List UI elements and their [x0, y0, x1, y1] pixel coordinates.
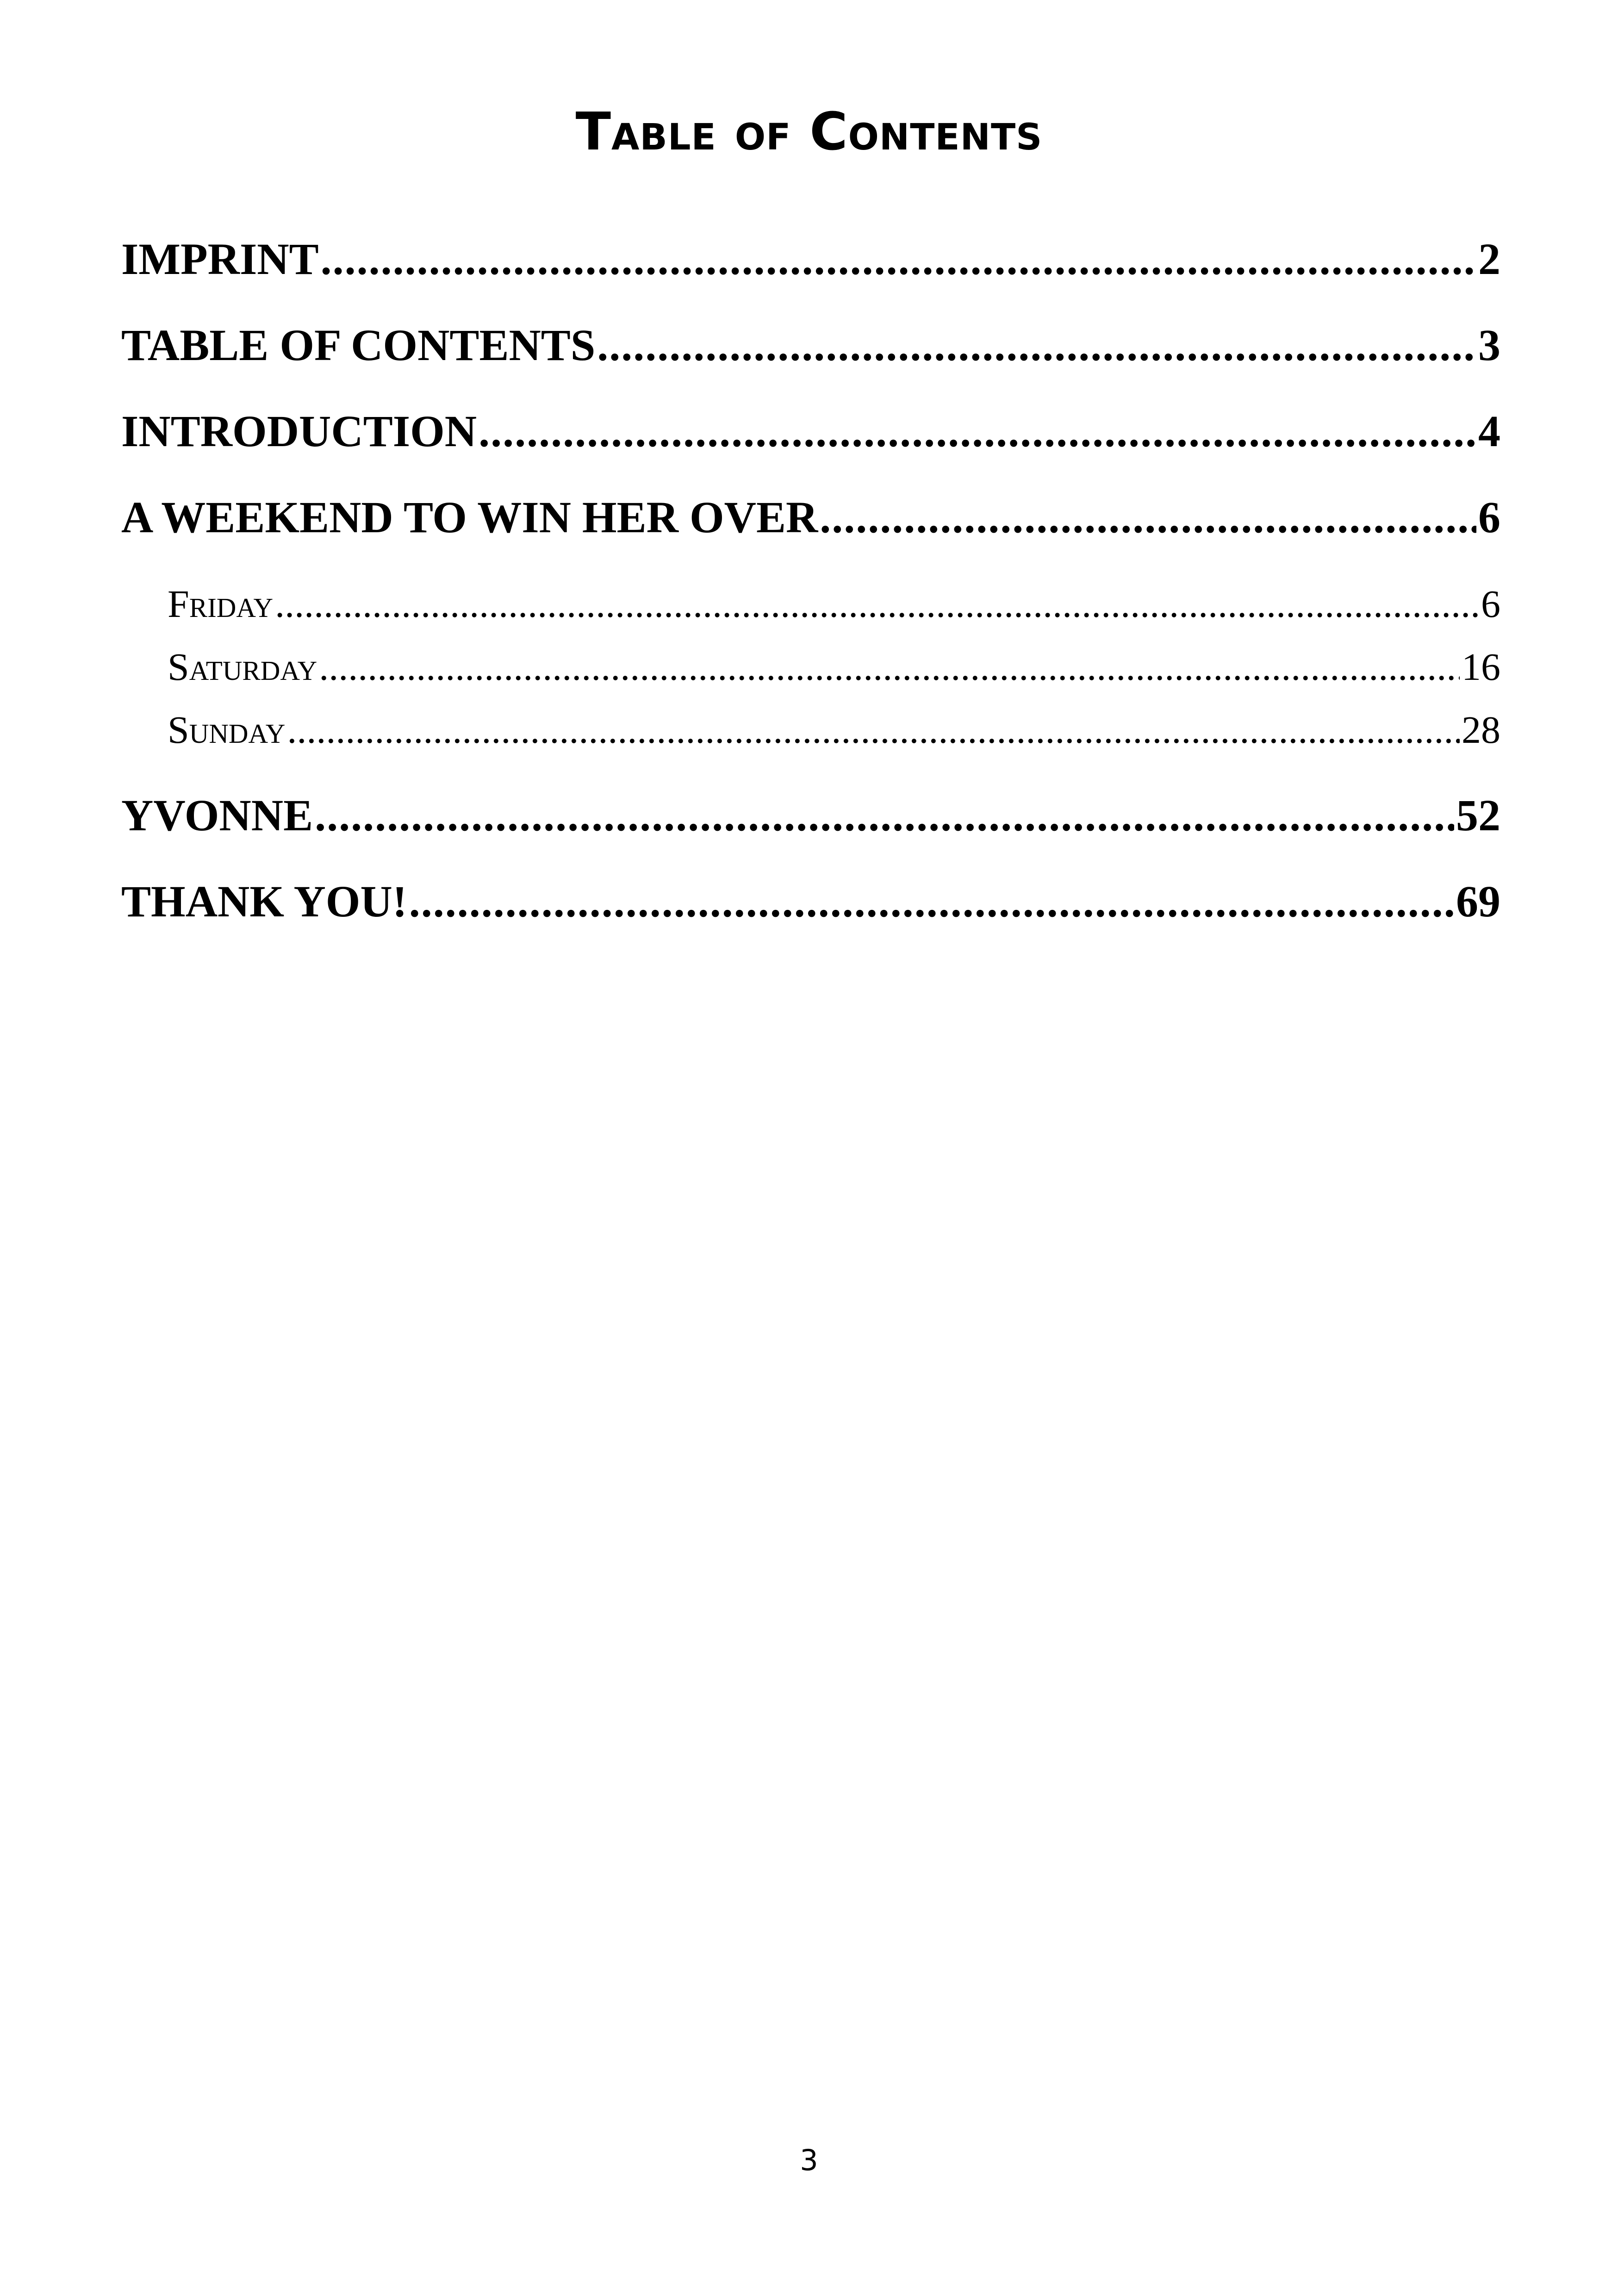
toc-entry-label: Friday: [168, 583, 274, 626]
toc-entry-page: 16: [1462, 646, 1500, 689]
toc-dot-leader: [820, 490, 1476, 545]
toc-entry-page: 52: [1456, 790, 1500, 840]
page-number: 3: [800, 2143, 818, 2177]
toc-entry-label: IMPRINT: [121, 234, 319, 284]
toc-entry-thank-you[interactable]: [121, 874, 1500, 929]
toc-entry-sunday[interactable]: [168, 705, 1500, 756]
toc-dot-leader: [597, 317, 1476, 373]
toc-dot-leader: [319, 642, 1460, 693]
toc-dot-leader: [479, 404, 1476, 459]
toc-entry-page: 69: [1456, 877, 1500, 926]
toc-entry-label: YVONNE: [121, 790, 313, 840]
toc-dot-leader: [287, 705, 1460, 756]
toc-entry-label: THANK YOU!: [121, 877, 407, 926]
toc-entry-table-of-contents[interactable]: [121, 317, 1500, 373]
toc-entry-page: 6: [1478, 492, 1500, 542]
toc-entry-label: Saturday: [168, 646, 317, 689]
toc-entry-label: TABLE OF CONTENTS: [121, 320, 596, 370]
toc-entry-introduction[interactable]: [121, 404, 1500, 459]
toc-entry-imprint[interactable]: [121, 231, 1500, 287]
toc-entry-page: 3: [1478, 320, 1500, 370]
toc-entry-saturday[interactable]: [168, 642, 1500, 693]
toc-dot-leader: [409, 874, 1454, 929]
toc-entry-friday[interactable]: [168, 579, 1500, 630]
page-title: Table of Contents: [575, 102, 1043, 162]
toc-entry-page: 6: [1481, 583, 1500, 626]
toc-entry-label: A WEEKEND TO WIN HER OVER: [121, 492, 818, 542]
toc-entry-page: 28: [1462, 709, 1500, 752]
toc-dot-leader: [315, 788, 1454, 843]
toc-dot-leader: [275, 579, 1479, 630]
toc-entry-a-weekend-to-win-her-over[interactable]: [121, 490, 1500, 545]
toc-entry-label: Sunday: [168, 709, 286, 752]
toc-entry-label: INTRODUCTION: [121, 406, 477, 456]
toc-dot-leader: [321, 231, 1476, 287]
toc-entry-page: 4: [1478, 406, 1500, 456]
toc-entry-page: 2: [1478, 234, 1500, 284]
toc-entry-yvonne[interactable]: [121, 788, 1500, 843]
